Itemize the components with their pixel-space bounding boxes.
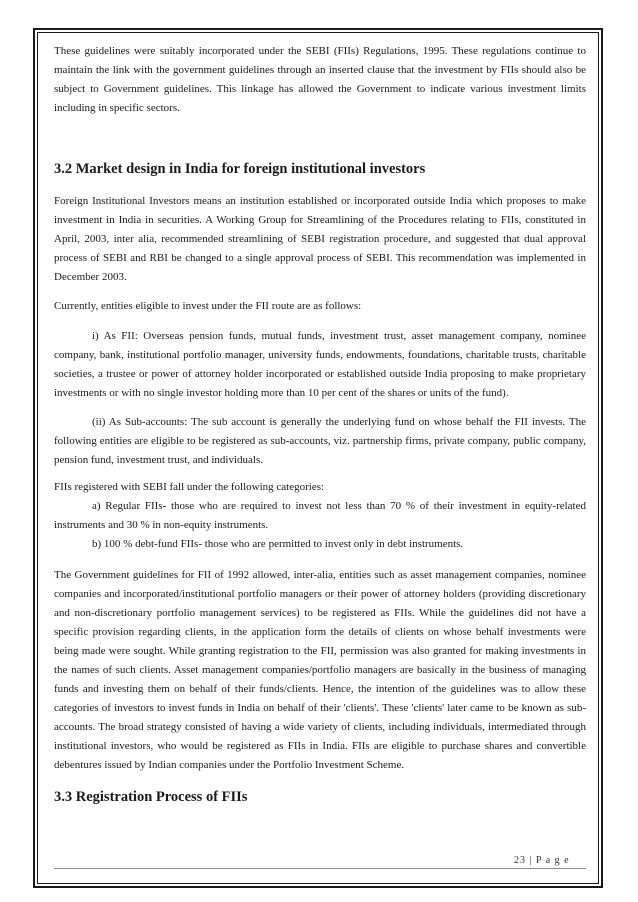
document-body [54, 42, 586, 807]
section-heading-3-2: 3.2 Market design in India for foreign institutional investors [54, 161, 426, 177]
fii-definition-paragraph: Foreign Institutional Investors means an institution established or incorporated outside India which proposes to make investment in India in securities. A Working Group for Streamlining of the Procedures relating to FIIs, constituted in April, 2003, inter alia, recommended streamlining of SEBI registration procedure, and suggested that dual approval process of SEBI and RBI be changed to a single approval process of SEBI. This recommendation was implemented in December 2003. [54, 195, 586, 283]
page-number: 23 | P a g e [514, 855, 570, 866]
eligible-entities-intro: Currently, entities eligible to invest under the FII route are as follows: [54, 300, 362, 312]
categories-intro: FIIs registered with SEBI fall under the following categories: [54, 481, 325, 493]
government-guidelines-paragraph: The Government guidelines for FII of 1992 allowed, inter-alia, entities such as asset management companies, nominee companies and incorporated/institutional portfolio managers or their power of attorney holders (providing discretionary and non-discretionary portfolio management services) to be registered as FIIs. While the guidelines did not have a specific provision regarding clients, in the application form the details of clients on whose behalf investments were being made were sought. While granting registration to the FII, permission was also granted for making investments in the names of such clients. Asset management companies/portfolio managers are basically in the business of managing funds and investing them on behalf of their funds/clients. Hence, the intention of the guidelines was to allow these categories of investors to invest funds in India on behalf of their 'clients'. These 'clients' later came to be known as sub-accounts. The broad strategy consisted of having a wide variety of clients, including individuals, intermediated through institutional investors, who would be registered as FIIs in India. FIIs are eligible to purchase shares and convertible debentures issued by Indian companies under the Portfolio Investment Scheme. [54, 569, 586, 771]
intro-paragraph: These guidelines were suitably incorporated under the SEBI (FIIs) Regulations, 1995. These regulations continue to maintain the link with the government guidelines through an inserted clause that the investment by FIIs should also be subject to Government guidelines. This linkage has allowed the Government to indicate various investment limits including in specific sectors. [54, 45, 586, 114]
list-item-sub-accounts: (ii) As Sub-accounts: The sub account is generally the underlying fund on whose behalf the FII invests. The following entities are eligible to be registered as sub-accounts, viz. partnership firms, private company, public company, pension fund, investment trust, and individuals. [54, 416, 586, 466]
section-heading-3-3: 3.3 Registration Process of FIIs [54, 789, 248, 805]
category-debt-fund-fiis: b) 100 % debt-fund FIIs- those who are permitted to invest only in debt instruments. [92, 538, 464, 550]
footer-divider [54, 868, 586, 869]
list-item-fii: i) As FII: Overseas pension funds, mutual funds, investment trust, asset management company, nominee company, bank, institutional portfolio manager, university funds, endowments, foundations, charitable trusts, charitable societies, a trustee or power of attorney holder incorporated or established outside India proposing to make proprietary investments or with no single investor holding more than 10 per cent of the shares or units of the fund). [54, 330, 586, 399]
category-regular-fiis: a) Regular FIIs- those who are required to invest not less than 70 % of their investment in equity-related instruments and 30 % in non-equity instruments. [54, 500, 586, 531]
